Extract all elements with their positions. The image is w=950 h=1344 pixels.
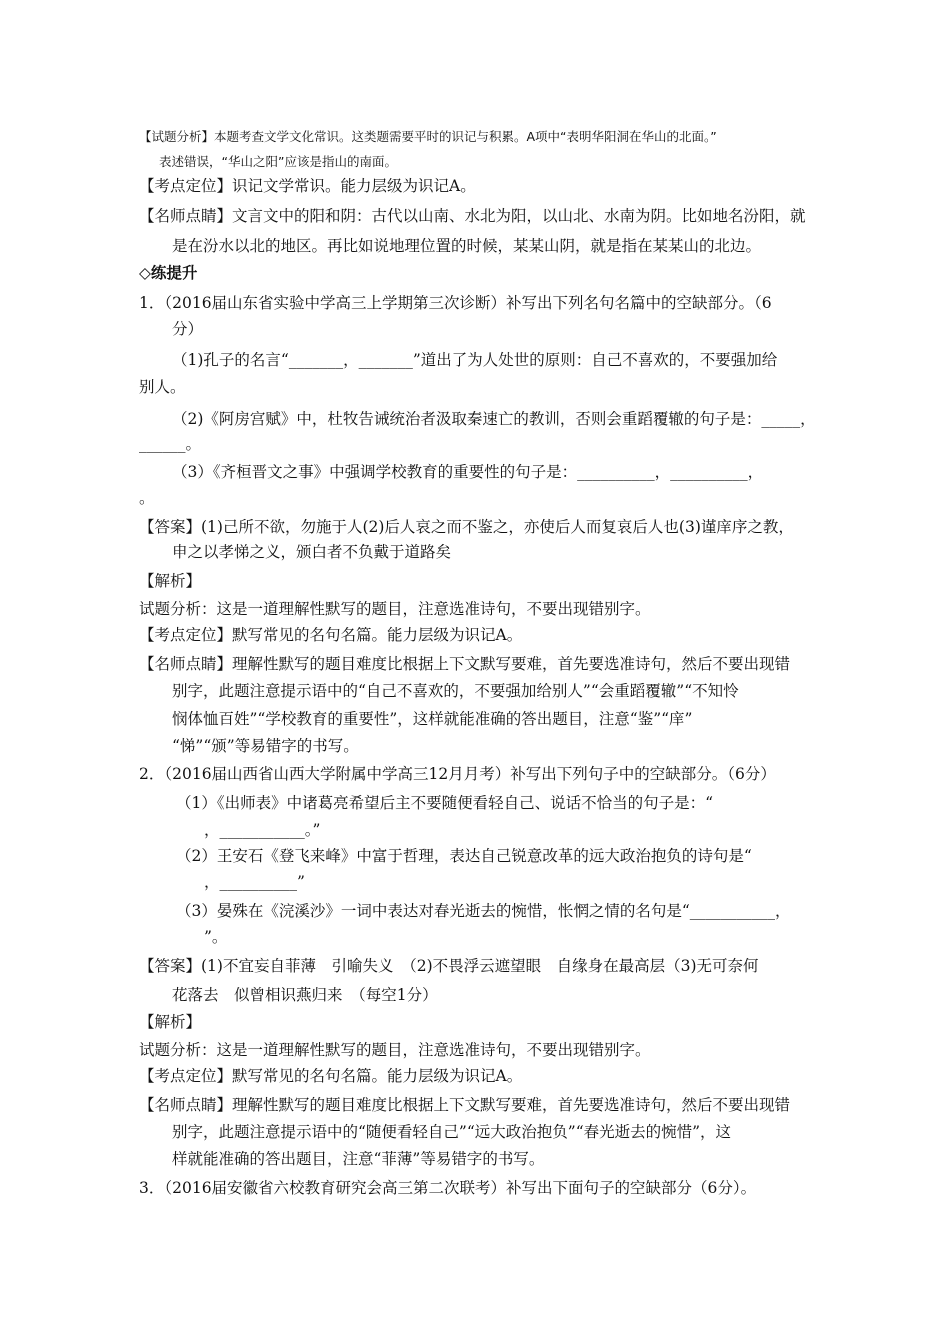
- q2-item1-line-1: （1）《出师表》中诸葛亮希望后主不要随便看轻自己、说话不恰当的句子是：“: [176, 794, 714, 812]
- q2-mingshi-line-1: 【名师点睛】理解性默写的题目难度比根据上下文默写要难，首先要选准诗句，然后不要出现错: [139, 1096, 791, 1114]
- q2-item1-line-2: ，___________。”: [204, 821, 321, 839]
- q2-kaodian: 【考点定位】默写常见的名句名篇。能力层级为识记A。: [139, 1067, 523, 1085]
- q1-item1-line-2: 别人。: [139, 378, 186, 396]
- q2-answer-line-2: 花落去 似曾相识燕归来 （每空1分）: [172, 986, 438, 1004]
- mingshi-line-2: 是在汾水以北的地区。再比如说地理位置的时候，某某山阴，就是指在某某山的北边。: [172, 237, 762, 255]
- q3-title: 3．（2016届安徽省六校教育研究会高三第二次联考）补写出下面句子的空缺部分（6分）。: [139, 1179, 757, 1197]
- q2-item3-line-1: （3）晏殊在《浣溪沙》一词中表达对春光逝去的惋惜，怅惘之情的名句是“___________，: [176, 902, 791, 920]
- q1-mingshi-line-2: 别字，此题注意提示语中的“自己不喜欢的，不要强加给别人”“会重蹈覆辙”“不知怜: [172, 682, 739, 700]
- q2-analysis: 试题分析：这是一道理解性默写的题目，注意选准诗句，不要出现错别字。: [139, 1041, 651, 1059]
- q1-analysis: 试题分析：这是一道理解性默写的题目，注意选准诗句，不要出现错别字。: [139, 600, 651, 618]
- q1-item2-line-1: （2)《阿房宫赋》中，杜牧告诫统治者汲取秦速亡的教训，否则会重蹈覆辙的句子是：_____，: [172, 410, 816, 428]
- q2-mingshi-line-3: 样就能准确的答出题目，注意“菲薄”等易错字的书写。: [172, 1150, 545, 1168]
- q1-item3-line-2: 。: [139, 489, 155, 507]
- q1-jiexi-label: 【解析】: [139, 572, 202, 590]
- q1-item2-line-2: ______。: [139, 435, 202, 453]
- section-heading: ◇练提升: [139, 263, 198, 282]
- q2-item2-line-1: （2）王安石《登飞来峰》中富于哲理，表达自己锐意改革的远大政治抱负的诗句是“: [176, 847, 752, 865]
- mingshi-line-1: 【名师点睛】文言文中的阳和阴：古代以山南、水北为阳，以山北、水南为阴。比如地名汾阳，就: [139, 207, 806, 225]
- q1-mingshi-line-3: 悯体恤百姓”“学校教育的重要性”，这样就能准确的答出题目，注意“鉴”“庠”: [172, 710, 693, 728]
- q2-answer-line-1: 【答案】(1)不宜妄自菲薄 引喻失义 （2)不畏浮云遮望眼 自缘身在最高层（3)无可奈何: [139, 957, 759, 975]
- q1-answer-line-2: 申之以孝悌之义，颁白者不负戴于道路矣: [172, 543, 452, 561]
- q1-mingshi-line-1: 【名师点睛】理解性默写的题目难度比根据上下文默写要难，首先要选准诗句，然后不要出现错: [139, 655, 791, 673]
- q2-jiexi-label: 【解析】: [139, 1013, 202, 1031]
- analysis-line-1: 【试题分析】本题考查文学文化常识。这类题需要平时的识记与积累。A项中“表明华阳洞在华山的北面。”: [139, 129, 717, 144]
- q1-title-line-1: 1．（2016届山东省实验中学高三上学期第三次诊断）补写出下列名句名篇中的空缺部分。（6: [139, 294, 772, 312]
- kaodian-line: 【考点定位】识记文学常识。能力层级为识记A。: [139, 177, 476, 195]
- q1-mingshi-line-4: “悌”“颁”等易错字的书写。: [172, 737, 359, 755]
- q2-mingshi-line-2: 别字，此题注意提示语中的“随便看轻自己”“远大政治抱负”“春光逝去的惋惜”，这: [172, 1123, 732, 1141]
- q1-item1-line-1: （1)孔子的名言“_______，_______”道出了为人处世的原则：自己不喜欢的，不要强加给: [172, 351, 778, 369]
- q2-title: 2．（2016届山西省山西大学附属中学高三12月月考）补写出下列句子中的空缺部分。（6分）: [139, 765, 776, 783]
- analysis-line-2: 表述错误，“华山之阳”应该是指山的南面。: [159, 154, 397, 169]
- q1-kaodian: 【考点定位】默写常见的名句名篇。能力层级为识记A。: [139, 626, 523, 644]
- q2-item3-line-2: ”。: [204, 928, 228, 946]
- q1-title-line-2: 分）: [172, 320, 204, 338]
- q1-item3-line-1: （3）《齐桓晋文之事》中强调学校教育的重要性的句子是：__________，__________，: [172, 463, 764, 481]
- q1-answer-line-1: 【答案】(1)己所不欲，勿施于人(2)后人哀之而不鉴之，亦使后人而复哀后人也(3)谨庠序之教，: [139, 518, 794, 536]
- q2-item2-line-2: ，__________”: [204, 873, 305, 891]
